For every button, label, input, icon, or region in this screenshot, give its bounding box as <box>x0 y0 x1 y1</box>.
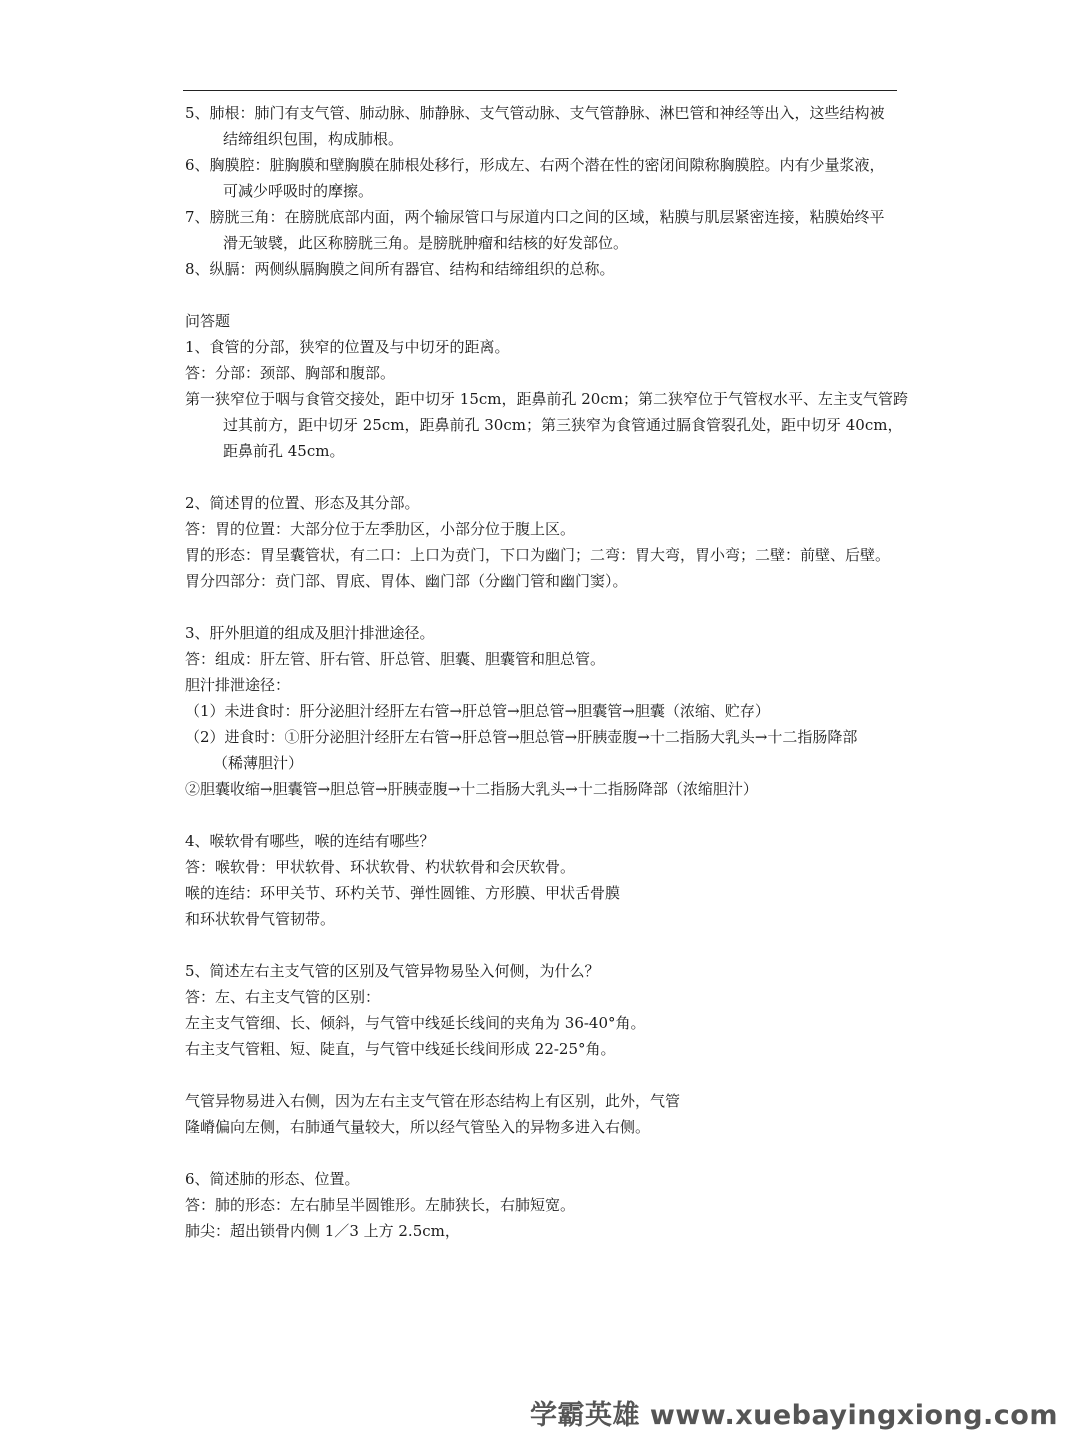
q6-answer: 答：肺的形态：左右肺呈半圆锥形。左肺狭长，右肺短宽。 <box>185 1196 576 1214</box>
q1-answer: 答：分部：颈部、胸部和腹部。 <box>185 364 396 382</box>
document-body <box>185 100 1035 1244</box>
q3-line: ②胆囊收缩→胆囊管→胆总管→肝胰壶腹→十二指肠大乳头→十二指肠降部（浓缩胆汁） <box>185 780 758 798</box>
q5-question: 5、简述左右主支气管的区别及气管异物易坠入何侧，为什么？ <box>185 962 600 980</box>
definition-6: 6、胸膜腔：脏胸膜和壁胸膜在肺根处移行，形成左、右两个潜在性的密闭间隙称胸膜腔。内有少量浆液， <box>185 156 885 174</box>
q5-answer: 答：左、右主支气管的区别： <box>185 988 381 1006</box>
q3-line: （稀薄胆汁） <box>213 754 304 772</box>
q5-line: 气管异物易进入右侧，因为左右主支气管在形态结构上有区别，此外，气管 <box>185 1092 681 1110</box>
definition-7: 7、膀胱三角：在膀胱底部内面，两个输尿管口与尿道内口之间的区域，粘膜与肌层紧密连接，粘膜始终平 <box>185 208 885 226</box>
q6-question: 6、简述肺的形态、位置。 <box>185 1170 360 1188</box>
q1-line: 距鼻前孔 45cm。 <box>223 442 345 460</box>
q1-line: 第一狭窄位于咽与食管交接处，距中切牙 15cm，距鼻前孔 20cm；第二狭窄位于气管杈水平、左主支气管跨 <box>185 390 908 408</box>
q4-line: 喉的连结：环甲关节、环杓关节、弹性圆锥、方形膜、甲状舌骨膜 <box>185 884 621 902</box>
definition-5: 5、肺根：肺门有支气管、肺动脉、肺静脉、支气管动脉、支气管静脉、淋巴管和神经等出入，这些结构被 <box>185 104 885 122</box>
q1-question: 1、食管的分部，狭窄的位置及与中切牙的距离。 <box>185 338 510 356</box>
definition-8: 8、纵膈：两侧纵膈胸膜之间所有器官、结构和结缔组织的总称。 <box>185 260 615 278</box>
q2-line: 胃分四部分：贲门部、胃底、胃体、幽门部（分幽门管和幽门窦）。 <box>185 572 628 590</box>
q2-question: 2、简述胃的位置、形态及其分部。 <box>185 494 420 512</box>
q3-line: （1）未进食时：肝分泌胆汁经肝左右管→肝总管→胆总管→胆囊管→胆囊（浓缩、贮存） <box>185 702 770 720</box>
q4-answer: 答：喉软骨：甲状软骨、环状软骨、杓状软骨和会厌软骨。 <box>185 858 576 876</box>
q1-line: 过其前方，距中切牙 25cm，距鼻前孔 30cm；第三狭窄为食管通过膈食管裂孔处，距中切牙 40cm， <box>223 416 903 434</box>
q6-line: 肺尖：超出锁骨内侧 1／3 上方 2.5cm， <box>185 1222 460 1240</box>
header-rule <box>183 90 897 91</box>
q3-line: 胆汁排泄途径： <box>185 676 291 694</box>
q5-line: 隆嵴偏向左侧，右肺通气量较大，所以经气管坠入的异物多进入右侧。 <box>185 1118 651 1136</box>
section-title: 问答题 <box>185 312 231 330</box>
q5-line: 左主支气管细、长、倾斜，与气管中线延长线间的夹角为 36-40°角。 <box>185 1014 646 1032</box>
q3-line: （2）进食时：①肝分泌胆汁经肝左右管→肝总管→胆总管→肝胰壶腹→十二指肠大乳头→十二指肠降部 <box>185 728 858 746</box>
q3-question: 3、肝外胆道的组成及胆汁排泄途径。 <box>185 624 435 642</box>
q5-line: 右主支气管粗、短、陡直，与气管中线延长线间形成 22-25°角。 <box>185 1040 616 1058</box>
definition-5-cont: 结缔组织包围，构成肺根。 <box>223 130 404 148</box>
site-watermark: 学霸英雄 www.xuebayingxiong.com <box>529 1400 1058 1431</box>
q4-line: 和环状软骨气管韧带。 <box>185 910 336 928</box>
q3-answer: 答：组成：肝左管、肝右管、肝总管、胆囊、胆囊管和胆总管。 <box>185 650 606 668</box>
q2-answer: 答：胃的位置：大部分位于左季肋区，小部分位于腹上区。 <box>185 520 576 538</box>
definition-6-cont: 可减少呼吸时的摩擦。 <box>223 182 374 200</box>
q2-line: 胃的形态：胃呈囊管状，有二口：上口为贲门，下口为幽门；二弯：胃大弯，胃小弯；二壁：前壁、后壁。 <box>185 546 891 564</box>
definition-7-cont: 滑无皱襞，此区称膀胱三角。是膀胱肿瘤和结核的好发部位。 <box>223 234 629 252</box>
q4-question: 4、喉软骨有哪些，喉的连结有哪些？ <box>185 832 435 850</box>
